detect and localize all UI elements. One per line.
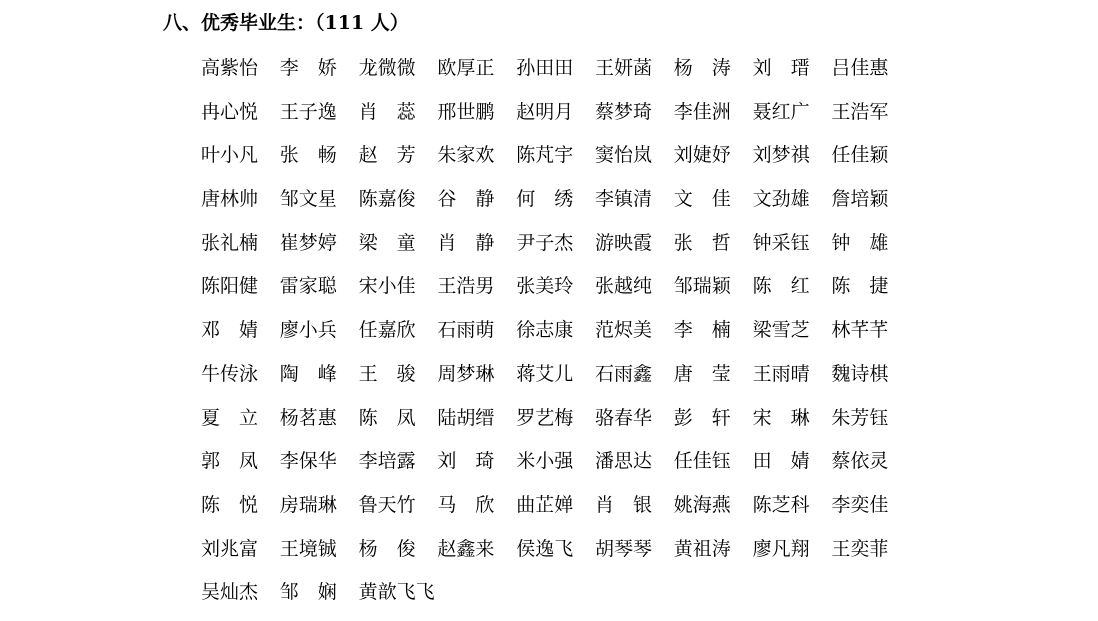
graduate-name: 唐 莹 bbox=[673, 362, 731, 385]
graduate-name: 夏 立 bbox=[201, 406, 259, 429]
graduate-name: 魏诗棋 bbox=[831, 362, 889, 385]
graduate-name: 陈 凤 bbox=[358, 406, 416, 429]
graduate-name: 梁雪芝 bbox=[752, 319, 810, 342]
graduate-name: 宋 琳 bbox=[752, 406, 810, 429]
graduate-name: 张越纯 bbox=[594, 275, 652, 298]
graduate-name: 刘 瑨 bbox=[752, 57, 810, 79]
graduate-name: 张礼楠 bbox=[201, 231, 259, 254]
graduate-name: 吕佳惠 bbox=[831, 57, 889, 79]
graduate-name: 鲁天竹 bbox=[358, 493, 416, 516]
graduate-name: 陈嘉俊 bbox=[358, 188, 416, 211]
section-heading: 八、优秀毕业生：（111 人） bbox=[163, 12, 409, 34]
graduate-name: 姚海燕 bbox=[673, 493, 731, 516]
graduate-name: 李保华 bbox=[279, 450, 337, 473]
graduate-name: 刘梦祺 bbox=[752, 144, 810, 167]
graduate-name: 任嘉欣 bbox=[358, 319, 416, 342]
graduate-name: 陈 捷 bbox=[831, 275, 889, 298]
graduate-name: 赵 芳 bbox=[358, 144, 416, 167]
graduate-name: 肖 静 bbox=[437, 231, 495, 254]
graduate-name: 骆春华 bbox=[594, 406, 652, 429]
graduate-name: 胡琴琴 bbox=[594, 537, 652, 560]
graduate-name: 陈阳健 bbox=[201, 275, 259, 298]
graduate-name: 彭 轩 bbox=[673, 406, 731, 429]
graduate-name: 欧厚正 bbox=[437, 57, 495, 79]
graduate-name: 林芊芊 bbox=[831, 319, 889, 342]
graduate-name: 石雨萌 bbox=[437, 319, 495, 342]
graduate-name: 蔡依灵 bbox=[831, 450, 889, 473]
graduate-name: 赵明月 bbox=[516, 100, 574, 123]
graduate-name: 谷 静 bbox=[437, 188, 495, 211]
graduate-name: 李镇清 bbox=[594, 188, 652, 211]
graduate-name: 徐志康 bbox=[516, 319, 574, 342]
graduate-name: 朱家欢 bbox=[437, 144, 495, 167]
graduate-name: 邹瑞颖 bbox=[673, 275, 731, 298]
graduate-name: 廖凡翔 bbox=[752, 537, 810, 560]
graduate-name: 范烬美 bbox=[594, 319, 652, 342]
graduate-name: 王浩军 bbox=[831, 100, 889, 123]
graduate-name: 孙田田 bbox=[516, 57, 574, 79]
graduate-name: 唐林帅 bbox=[201, 188, 259, 211]
graduate-name: 陆胡缙 bbox=[437, 406, 495, 429]
graduate-name: 杨 俊 bbox=[358, 537, 416, 560]
graduate-name: 钟采钰 bbox=[752, 231, 810, 254]
graduate-name: 石雨鑫 bbox=[594, 362, 652, 385]
graduate-name: 陈芝科 bbox=[752, 493, 810, 516]
graduate-name: 房瑞琳 bbox=[279, 493, 337, 516]
graduate-name: 宋小佳 bbox=[358, 275, 416, 298]
graduate-name: 李培露 bbox=[358, 450, 416, 473]
graduate-name: 牛传泳 bbox=[201, 362, 259, 385]
graduate-name-list bbox=[201, 53, 921, 621]
graduate-name: 马 欣 bbox=[437, 493, 495, 516]
graduate-name: 王奕菲 bbox=[831, 537, 889, 560]
graduate-name: 王雨晴 bbox=[752, 362, 810, 385]
graduate-name: 王浩男 bbox=[437, 275, 495, 298]
graduate-name: 王子逸 bbox=[279, 100, 337, 123]
graduate-name: 何 绣 bbox=[516, 188, 574, 211]
graduate-name: 王妍菡 bbox=[594, 57, 652, 79]
graduate-name: 梁 童 bbox=[358, 231, 416, 254]
graduate-name: 张美玲 bbox=[516, 275, 574, 298]
graduate-name: 周梦琳 bbox=[437, 362, 495, 385]
graduate-name: 黄祖涛 bbox=[673, 537, 731, 560]
graduate-name: 赵鑫来 bbox=[437, 537, 495, 560]
graduate-name: 冉心悦 bbox=[201, 100, 259, 123]
graduate-name: 陈 红 bbox=[752, 275, 810, 298]
graduate-name: 游映霞 bbox=[594, 231, 652, 254]
graduate-name: 蒋艾儿 bbox=[516, 362, 574, 385]
graduate-name: 钟 雄 bbox=[831, 231, 889, 254]
graduate-name: 侯逸飞 bbox=[516, 537, 574, 560]
graduate-name: 张 哲 bbox=[673, 231, 731, 254]
graduate-name: 刘兆富 bbox=[201, 537, 259, 560]
graduate-name: 雷家聪 bbox=[279, 275, 337, 298]
graduate-name: 尹子杰 bbox=[516, 231, 574, 254]
graduate-name: 邓 婧 bbox=[201, 319, 259, 342]
graduate-name: 田 婧 bbox=[752, 450, 810, 473]
graduate-name: 曲芷婵 bbox=[516, 493, 574, 516]
graduate-name: 朱芳钰 bbox=[831, 406, 889, 429]
graduate-name: 窦怡岚 bbox=[594, 144, 652, 167]
graduate-name: 李 娇 bbox=[279, 57, 337, 79]
graduate-name: 文劲雄 bbox=[752, 188, 810, 211]
graduate-name: 蔡梦琦 bbox=[594, 100, 652, 123]
graduate-name: 龙微微 bbox=[358, 57, 416, 79]
graduate-name: 李佳洲 bbox=[673, 100, 731, 123]
graduate-name: 张 畅 bbox=[279, 144, 337, 167]
graduate-name: 詹培颖 bbox=[831, 188, 889, 211]
graduate-name: 陈 悦 bbox=[201, 493, 259, 516]
graduate-name: 李奕佳 bbox=[831, 493, 889, 516]
graduate-name: 杨 涛 bbox=[673, 57, 731, 79]
graduate-name: 陈芃宇 bbox=[516, 144, 574, 167]
graduate-name: 潘思达 bbox=[594, 450, 652, 473]
graduate-name: 邹文星 bbox=[279, 188, 337, 211]
graduate-name: 邹 娴 bbox=[279, 581, 337, 604]
graduate-name: 郭 凤 bbox=[201, 450, 259, 473]
graduate-name: 廖小兵 bbox=[279, 319, 337, 342]
graduate-name: 刘 琦 bbox=[437, 450, 495, 473]
graduate-name: 任佳颖 bbox=[831, 144, 889, 167]
graduate-name: 陶 峰 bbox=[279, 362, 337, 385]
graduate-name: 米小强 bbox=[516, 450, 574, 473]
graduate-name: 肖 银 bbox=[594, 493, 652, 516]
graduate-name: 罗艺梅 bbox=[516, 406, 574, 429]
graduate-name: 肖 蕊 bbox=[358, 100, 416, 123]
graduate-name: 黄歆飞飞 bbox=[358, 581, 435, 604]
graduate-name: 文 佳 bbox=[673, 188, 731, 211]
graduate-name: 刘婕妤 bbox=[673, 144, 731, 167]
graduate-name: 任佳钰 bbox=[673, 450, 731, 473]
graduate-name: 叶小凡 bbox=[201, 144, 259, 167]
graduate-name: 杨茗惠 bbox=[279, 406, 337, 429]
graduate-name: 李 楠 bbox=[673, 319, 731, 342]
graduate-name: 王境铖 bbox=[279, 537, 337, 560]
graduate-name: 王 骏 bbox=[358, 362, 416, 385]
graduate-name: 高紫怡 bbox=[201, 57, 259, 79]
graduate-name: 崔梦婷 bbox=[279, 231, 337, 254]
graduate-name: 聂红广 bbox=[752, 100, 810, 123]
graduate-name: 邢世鹏 bbox=[437, 100, 495, 123]
graduate-name: 吴灿杰 bbox=[201, 581, 259, 604]
